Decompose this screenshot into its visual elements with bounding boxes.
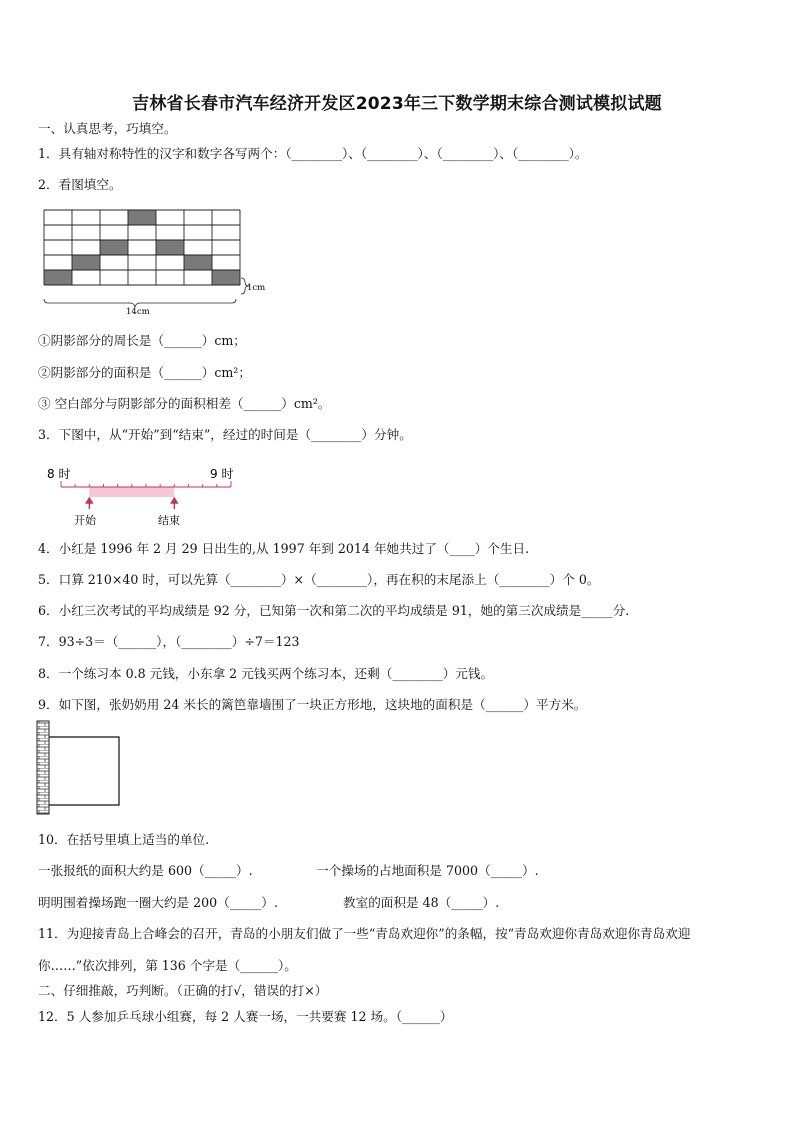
time-axis xyxy=(61,481,231,487)
end-label: 结束 xyxy=(158,514,180,527)
blank-cell xyxy=(184,240,212,255)
elapsed-time-highlight xyxy=(89,487,174,497)
start-hour-label: 8 时 xyxy=(47,467,71,481)
question-2-part-2: ②阴影部分的面积是（______）cm²； xyxy=(38,365,251,380)
start-label: 开始 xyxy=(74,514,96,527)
question-6: 6．小红三次考试的平均成绩是 92 分，已知第一次和第二次的平均成绩是 91，她的第三次成绩是_____分. xyxy=(38,603,630,618)
blank-cell xyxy=(128,240,156,255)
time-arrows xyxy=(86,498,177,509)
question-11-line-1: 11．为迎接青岛上合峰会的召开，青岛的小朋友们做了一些“青岛欢迎你”的条幅，按“青岛欢迎你青岛欢迎你青岛欢迎 xyxy=(38,926,691,941)
question-10-d: 教室的面积是 48（_____）. xyxy=(343,895,500,910)
blank-cell xyxy=(72,225,100,240)
height-label: 1cm xyxy=(247,283,266,293)
question-7: 7．93÷3＝（______），（________）÷7＝123 xyxy=(38,634,300,649)
shaded-cell xyxy=(184,255,212,270)
blank-cell xyxy=(184,225,212,240)
blank-cell xyxy=(184,210,212,225)
question-1: 1．具有轴对称特性的汉字和数字各写两个：（________）、（________）、（________）、（________）。 xyxy=(38,146,588,161)
fence-square xyxy=(49,737,119,805)
question-10-c: 明明围着操场跑一圈大约是 200（_____）. xyxy=(38,895,278,910)
shaded-cell xyxy=(44,270,72,285)
blank-cell xyxy=(100,270,128,285)
shaded-cell xyxy=(72,255,100,270)
question-4: 4．小红是 1996 年 2 月 29 日出生的,从 1997 年到 2014 年她共过了（____）个生日. xyxy=(38,541,530,556)
question-2-part-1: ①阴影部分的周长是（______）cm； xyxy=(38,333,246,348)
width-label: 14cm xyxy=(126,307,150,317)
question-2: 2．看图填空。 xyxy=(38,177,122,192)
blank-cell xyxy=(72,270,100,285)
blank-cell xyxy=(128,225,156,240)
question-10: 10．在括号里填上适当的单位. xyxy=(38,832,210,847)
section-1-heading: 一、认真思考，巧填空。 xyxy=(38,121,177,136)
blank-cell xyxy=(128,255,156,270)
width-brace xyxy=(44,299,236,307)
end-arrow-icon xyxy=(171,498,177,509)
page-title: 吉林省长春市汽车经济开发区2023年三下数学期末综合测试模拟试题 xyxy=(132,94,662,114)
brick-wall xyxy=(37,721,49,814)
shaded-cell xyxy=(156,240,184,255)
shaded-cell xyxy=(100,240,128,255)
blank-cell xyxy=(212,225,240,240)
question-2-part-3: ③ 空白部分与阴影部分的面积相差（______）cm²。 xyxy=(38,396,331,411)
shaded-cell xyxy=(212,270,240,285)
blank-cell xyxy=(212,240,240,255)
blank-cell xyxy=(44,210,72,225)
blank-cell xyxy=(100,255,128,270)
blank-cell xyxy=(44,255,72,270)
blank-cell xyxy=(212,255,240,270)
section-2-heading: 二、仔细推敲，巧判断。（正确的打√，错误的打×） xyxy=(38,983,328,998)
blank-cell xyxy=(156,225,184,240)
question-10-b: 一个操场的占地面积是 7000（_____）. xyxy=(316,863,539,878)
end-hour-label: 9 时 xyxy=(210,467,234,481)
question-10-a: 一张报纸的面积大约是 600（_____）. xyxy=(38,863,253,878)
question-9: 9．如下图，张奶奶用 24 米长的篱笆靠墙围了一块正方形地，这块地的面积是（______）平方米。 xyxy=(38,697,587,712)
timeline-figure xyxy=(44,462,264,532)
grid-figure xyxy=(40,206,270,316)
blank-cell xyxy=(156,210,184,225)
question-11-line-2: 你……”依次排列，第 136 个字是（______）。 xyxy=(38,958,297,973)
blank-cell xyxy=(212,210,240,225)
blank-cell xyxy=(44,240,72,255)
blank-cell xyxy=(156,255,184,270)
question-3: 3．下图中，从“开始”到“结束”，经过的时间是（________）分钟。 xyxy=(38,427,412,442)
question-8: 8．一个练习本 0.8 元钱，小东拿 2 元钱买两个练习本，还剩（________）元钱。 xyxy=(38,666,494,681)
shaded-cell xyxy=(128,210,156,225)
blank-cell xyxy=(72,210,100,225)
blank-cell xyxy=(128,270,156,285)
blank-cell xyxy=(100,225,128,240)
start-arrow-icon xyxy=(86,498,92,509)
blank-cell xyxy=(184,270,212,285)
question-12: 12．5 人参加乒乓球小组赛，每 2 人赛一场，一共要赛 12 场。（______） xyxy=(38,1009,453,1024)
blank-cell xyxy=(100,210,128,225)
blank-cell xyxy=(72,240,100,255)
grid-cells xyxy=(44,210,240,285)
blank-cell xyxy=(44,225,72,240)
blank-cell xyxy=(156,270,184,285)
wall-square-figure xyxy=(36,720,126,820)
question-5: 5．口算 210×40 时，可以先算（________）×（________），再在积的末尾添上（________）个 0。 xyxy=(38,572,600,587)
